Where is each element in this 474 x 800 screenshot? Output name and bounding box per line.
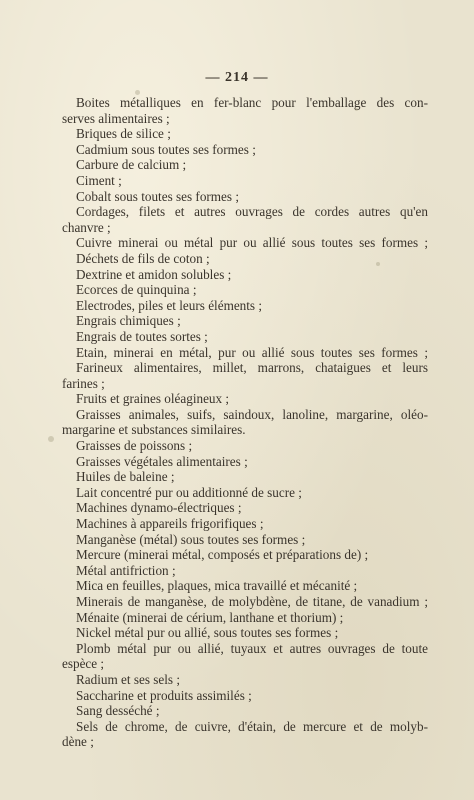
text-line: Métal antifriction ; bbox=[76, 562, 176, 578]
text-line: Huiles de baleine ; bbox=[76, 469, 175, 485]
text-line: Ménaite (minerai de cérium, lanthane et thorium) ; bbox=[76, 609, 344, 625]
text-line: Plomb métal pur ou allié, tuyaux et autres ouvrages de toute bbox=[76, 640, 428, 656]
text-line: Sels de chrome, de cuivre, d'étain, de mercure et de molyb- bbox=[76, 718, 428, 734]
text-line: Engrais chimiques ; bbox=[76, 313, 181, 329]
text-line: Farineux alimentaires, millet, marrons, chataigues et leurs bbox=[76, 360, 428, 376]
text-line: Graisses animales, suifs, saindoux, lanoline, margarine, oléo- bbox=[76, 406, 428, 422]
text-line: serves alimentaires ; bbox=[62, 110, 170, 126]
text-line: Nickel métal pur ou allié, sous toutes ses formes ; bbox=[76, 625, 339, 641]
text-line: Cadmium sous toutes ses formes ; bbox=[76, 141, 256, 157]
text-line: Sang desséché ; bbox=[76, 703, 160, 719]
text-line: Graisses de poissons ; bbox=[76, 438, 193, 454]
text-line: Mercure (minerai métal, composés et préparations de) ; bbox=[76, 547, 369, 563]
text-line: Déchets de fils de coton ; bbox=[76, 250, 210, 266]
text-line: Saccharine et produits assimilés ; bbox=[76, 687, 252, 703]
text-line: Machines à appareils frigorifiques ; bbox=[76, 516, 264, 532]
paper-spot bbox=[135, 90, 140, 95]
text-line: margarine et substances similaires. bbox=[62, 422, 246, 438]
text-line: Radium et ses sels ; bbox=[76, 671, 181, 687]
text-line: farines ; bbox=[62, 375, 105, 391]
text-line: Engrais de toutes sortes ; bbox=[76, 328, 208, 344]
text-line: Fruits et graines oléagineux ; bbox=[76, 391, 230, 407]
text-line: Boites métalliques en fer-blanc pour l'emballage des con- bbox=[76, 95, 428, 110]
text-line: Ciment ; bbox=[76, 172, 122, 188]
text-line: Manganèse (métal) sous toutes ses formes ; bbox=[76, 531, 306, 547]
text-line: Briques de silice ; bbox=[76, 126, 171, 142]
page-number: — 214 — bbox=[205, 70, 269, 85]
text-line: Mica en feuilles, plaques, mica travaillé et mécanité ; bbox=[76, 578, 358, 594]
text-line: Carbure de calcium ; bbox=[76, 157, 187, 173]
text-line: Cuivre minerai ou métal pur ou allié sous toutes ses formes ; bbox=[76, 235, 428, 251]
text-line: Electrodes, piles et leurs éléments ; bbox=[76, 297, 263, 313]
text-line: Machines dynamo-électriques ; bbox=[76, 500, 242, 516]
paper-spot bbox=[355, 108, 358, 111]
text-line: Lait concentré pur ou additionné de sucre ; bbox=[76, 484, 302, 500]
text-line: Cordages, filets et autres ouvrages de cordes autres qu'en bbox=[76, 204, 428, 220]
paper-spot bbox=[48, 436, 54, 442]
text-line: espèce ; bbox=[62, 656, 105, 672]
text-line: chanvre ; bbox=[62, 219, 111, 235]
text-line: Graisses végétales alimentaires ; bbox=[76, 453, 248, 469]
text-line: Ecorces de quinquina ; bbox=[76, 282, 197, 298]
text-line: Etain, minerai en métal, pur ou allié sous toutes ses formes ; bbox=[76, 344, 428, 360]
text-line: Dextrine et amidon solubles ; bbox=[76, 266, 232, 282]
item-list bbox=[62, 95, 428, 750]
text-line: Minerais de manganèse, de molybdène, de titane, de vanadium ; bbox=[76, 594, 428, 609]
text-line: Cobalt sous toutes ses formes ; bbox=[76, 188, 240, 204]
text-line: dène ; bbox=[62, 734, 94, 750]
paper-spot bbox=[340, 646, 343, 649]
paper-spot bbox=[376, 262, 380, 266]
